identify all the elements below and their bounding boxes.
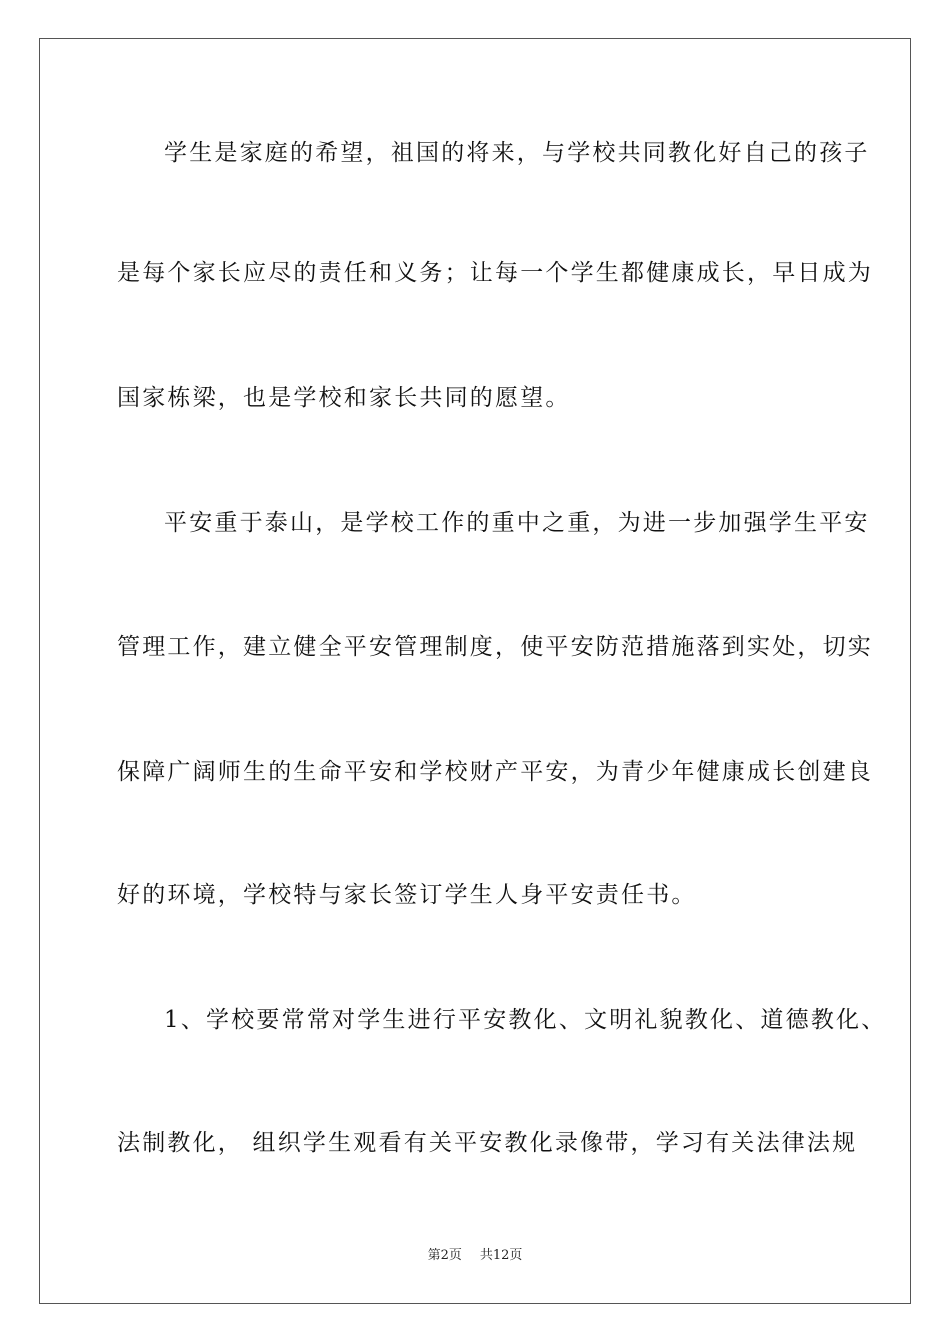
paragraph-2-line-4: 好的环境，学校特与家长签订学生人身平安责任书。 <box>117 882 697 908</box>
paragraph-1-line-2: 是每个家长应尽的责任和义务；让每一个学生都健康成长，早日成为 <box>117 260 873 286</box>
paragraph-1-line-1: 学生是家庭的希望，祖国的将来，与学校共同教化好自己的孩子 <box>164 140 870 166</box>
page-footer <box>0 1247 950 1265</box>
page-number: 第2页 <box>427 1248 462 1263</box>
paragraph-2-line-2: 管理工作，建立健全平安管理制度，使平安防范措施落到实处，切实 <box>117 634 873 660</box>
page-border <box>39 38 911 1304</box>
page-total: 共12页 <box>479 1248 523 1263</box>
paragraph-3-line-2: 法制教化， 组织学生观看有关平安教化录像带，学习有关法律法规 <box>117 1130 858 1156</box>
paragraph-2-line-1: 平安重于泰山，是学校工作的重中之重，为进一步加强学生平安 <box>164 510 870 536</box>
paragraph-3-line-1: 1、学校要常常对学生进行平安教化、文明礼貌教化、道德教化、 <box>164 1007 887 1033</box>
paragraph-1-line-3: 国家栋梁，也是学校和家长共同的愿望。 <box>117 385 571 411</box>
paragraph-2-line-3: 保障广阔师生的生命平安和学校财产平安，为青少年健康成长创建良 <box>117 759 873 785</box>
